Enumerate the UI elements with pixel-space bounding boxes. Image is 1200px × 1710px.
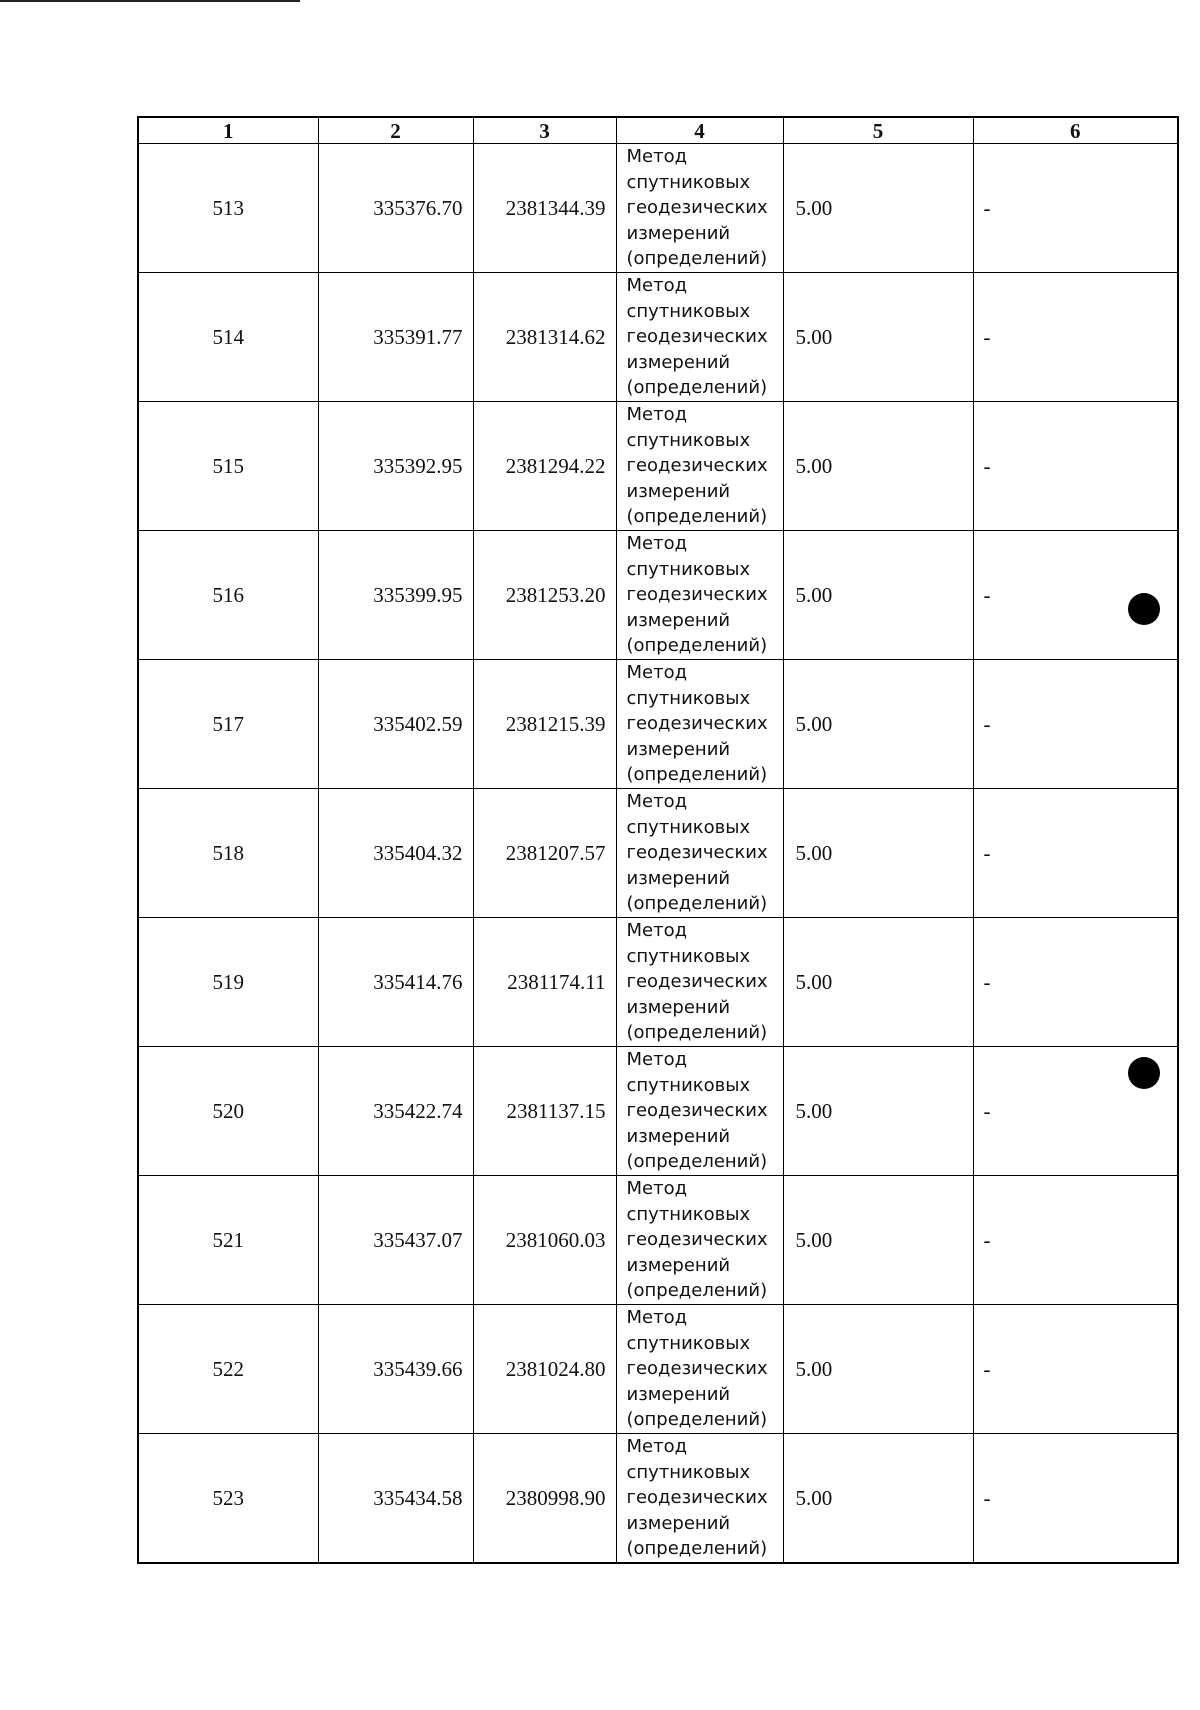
method-text-line: спутниковых (626, 1074, 751, 1096)
method-text-line: измерений (626, 1254, 731, 1276)
method-text-line: геодезических (626, 584, 768, 606)
method-cell (616, 531, 783, 660)
accuracy-cell: 5.00 (783, 918, 973, 1047)
accuracy-cell: 5.00 (783, 660, 973, 789)
method-cell (616, 1434, 783, 1564)
method-text-line: геодезических (626, 1100, 768, 1122)
point-number-cell: 513 (138, 144, 318, 273)
method-text-line: спутниковых (626, 687, 751, 709)
method-text-line: спутниковых (626, 1461, 751, 1483)
table-row (138, 918, 1178, 1047)
note-cell: - (973, 789, 1178, 918)
accuracy-cell: 5.00 (783, 789, 973, 918)
note-cell: - (973, 1434, 1178, 1564)
accuracy-cell: 5.00 (783, 1305, 973, 1434)
accuracy-cell: 5.00 (783, 402, 973, 531)
method-text-line: (определений) (626, 377, 768, 399)
method-text-line: (определений) (626, 1022, 768, 1044)
table-row (138, 144, 1178, 273)
note-cell: - (973, 1305, 1178, 1434)
coordinates-table (137, 116, 1179, 1564)
method-text-line: геодезических (626, 713, 768, 735)
note-cell: - (973, 402, 1178, 531)
table-row (138, 1434, 1178, 1564)
method-text-line: измерений (626, 1512, 731, 1534)
method-text-line: измерений (626, 867, 731, 889)
method-text-line: геодезических (626, 971, 768, 993)
y-coordinate-cell: 2381174.11 (473, 918, 616, 1047)
method-cell (616, 144, 783, 273)
accuracy-cell: 5.00 (783, 273, 973, 402)
method-text-line: Метод (626, 1178, 688, 1200)
method-text-line: (определений) (626, 506, 768, 528)
column-header-4: 4 (616, 117, 783, 144)
y-coordinate-cell: 2381294.22 (473, 402, 616, 531)
method-text-line: измерений (626, 480, 731, 502)
method-cell (616, 660, 783, 789)
column-header-3: 3 (473, 117, 616, 144)
method-text-line: (определений) (626, 635, 768, 657)
note-cell: - (973, 531, 1178, 660)
method-text-line: Метод (626, 1049, 688, 1071)
method-text-line: измерений (626, 609, 731, 631)
method-text-line: измерений (626, 1383, 731, 1405)
x-coordinate-cell: 335437.07 (318, 1176, 473, 1305)
method-text-line: Метод (626, 791, 688, 813)
note-cell: - (973, 144, 1178, 273)
x-coordinate-cell: 335399.95 (318, 531, 473, 660)
x-coordinate-cell: 335422.74 (318, 1047, 473, 1176)
table-row (138, 1305, 1178, 1434)
method-text-line: Метод (626, 662, 688, 684)
note-cell: - (973, 918, 1178, 1047)
y-coordinate-cell: 2381344.39 (473, 144, 616, 273)
method-text-line: Метод (626, 404, 688, 426)
y-coordinate-cell: 2381314.62 (473, 273, 616, 402)
table-row (138, 531, 1178, 660)
accuracy-cell: 5.00 (783, 531, 973, 660)
table-row (138, 402, 1178, 531)
method-text-line: геодезических (626, 1229, 768, 1251)
method-text-line: Метод (626, 1307, 688, 1329)
accuracy-cell: 5.00 (783, 1434, 973, 1564)
method-cell (616, 789, 783, 918)
point-number-cell: 517 (138, 660, 318, 789)
column-header-2: 2 (318, 117, 473, 144)
method-text-line: спутниковых (626, 429, 751, 451)
method-cell (616, 918, 783, 1047)
point-number-cell: 523 (138, 1434, 318, 1564)
method-text-line: (определений) (626, 248, 768, 270)
x-coordinate-cell: 335376.70 (318, 144, 473, 273)
x-coordinate-cell: 335434.58 (318, 1434, 473, 1564)
method-text-line: (определений) (626, 764, 768, 786)
method-text-line: Метод (626, 275, 688, 297)
method-text-line: (определений) (626, 1409, 768, 1431)
y-coordinate-cell: 2381207.57 (473, 789, 616, 918)
point-number-cell: 521 (138, 1176, 318, 1305)
y-coordinate-cell: 2381253.20 (473, 531, 616, 660)
method-text-line: измерений (626, 996, 731, 1018)
page-top-edge-line (0, 0, 300, 2)
note-cell: - (973, 1176, 1178, 1305)
note-cell: - (973, 273, 1178, 402)
point-number-cell: 522 (138, 1305, 318, 1434)
column-header-6: 6 (973, 117, 1178, 144)
method-cell (616, 1047, 783, 1176)
method-text-line: Метод (626, 146, 688, 168)
method-text-line: геодезических (626, 842, 768, 864)
method-text-line: спутниковых (626, 1332, 751, 1354)
method-text-line: геодезических (626, 197, 768, 219)
column-header-5: 5 (783, 117, 973, 144)
method-text-line: спутниковых (626, 300, 751, 322)
table-row (138, 660, 1178, 789)
method-text-line: измерений (626, 351, 731, 373)
method-text-line: спутниковых (626, 171, 751, 193)
accuracy-cell: 5.00 (783, 1176, 973, 1305)
method-text-line: спутниковых (626, 1203, 751, 1225)
x-coordinate-cell: 335392.95 (318, 402, 473, 531)
table-row (138, 1047, 1178, 1176)
method-text-line: геодезических (626, 1487, 768, 1509)
x-coordinate-cell: 335402.59 (318, 660, 473, 789)
method-cell (616, 273, 783, 402)
table-row (138, 273, 1178, 402)
point-number-cell: 519 (138, 918, 318, 1047)
method-text-line: (определений) (626, 1538, 768, 1560)
method-text-line: измерений (626, 1125, 731, 1147)
punch-hole-mark (1128, 593, 1160, 625)
accuracy-cell: 5.00 (783, 144, 973, 273)
method-text-line: геодезических (626, 1358, 768, 1380)
x-coordinate-cell: 335404.32 (318, 789, 473, 918)
note-cell: - (973, 1047, 1178, 1176)
method-cell (616, 402, 783, 531)
method-text-line: (определений) (626, 1280, 768, 1302)
x-coordinate-cell: 335439.66 (318, 1305, 473, 1434)
method-text-line: Метод (626, 920, 688, 942)
method-text-line: (определений) (626, 1151, 768, 1173)
method-text-line: измерений (626, 738, 731, 760)
point-number-cell: 515 (138, 402, 318, 531)
header-row (138, 117, 1178, 144)
point-number-cell: 514 (138, 273, 318, 402)
method-cell (616, 1305, 783, 1434)
y-coordinate-cell: 2381137.15 (473, 1047, 616, 1176)
punch-hole-mark (1128, 1057, 1160, 1089)
column-header-1: 1 (138, 117, 318, 144)
method-text-line: геодезических (626, 455, 768, 477)
y-coordinate-cell: 2381215.39 (473, 660, 616, 789)
point-number-cell: 518 (138, 789, 318, 918)
method-text-line: Метод (626, 1436, 688, 1458)
point-number-cell: 520 (138, 1047, 318, 1176)
method-cell (616, 1176, 783, 1305)
method-text-line: измерений (626, 222, 731, 244)
table-row (138, 789, 1178, 918)
method-text-line: Метод (626, 533, 688, 555)
accuracy-cell: 5.00 (783, 1047, 973, 1176)
point-number-cell: 516 (138, 531, 318, 660)
table-row (138, 1176, 1178, 1305)
method-text-line: спутниковых (626, 558, 751, 580)
x-coordinate-cell: 335391.77 (318, 273, 473, 402)
y-coordinate-cell: 2380998.90 (473, 1434, 616, 1564)
x-coordinate-cell: 335414.76 (318, 918, 473, 1047)
method-text-line: спутниковых (626, 816, 751, 838)
method-text-line: (определений) (626, 893, 768, 915)
table-body (138, 144, 1178, 1564)
note-cell: - (973, 660, 1178, 789)
method-text-line: геодезических (626, 326, 768, 348)
y-coordinate-cell: 2381024.80 (473, 1305, 616, 1434)
method-text-line: спутниковых (626, 945, 751, 967)
y-coordinate-cell: 2381060.03 (473, 1176, 616, 1305)
